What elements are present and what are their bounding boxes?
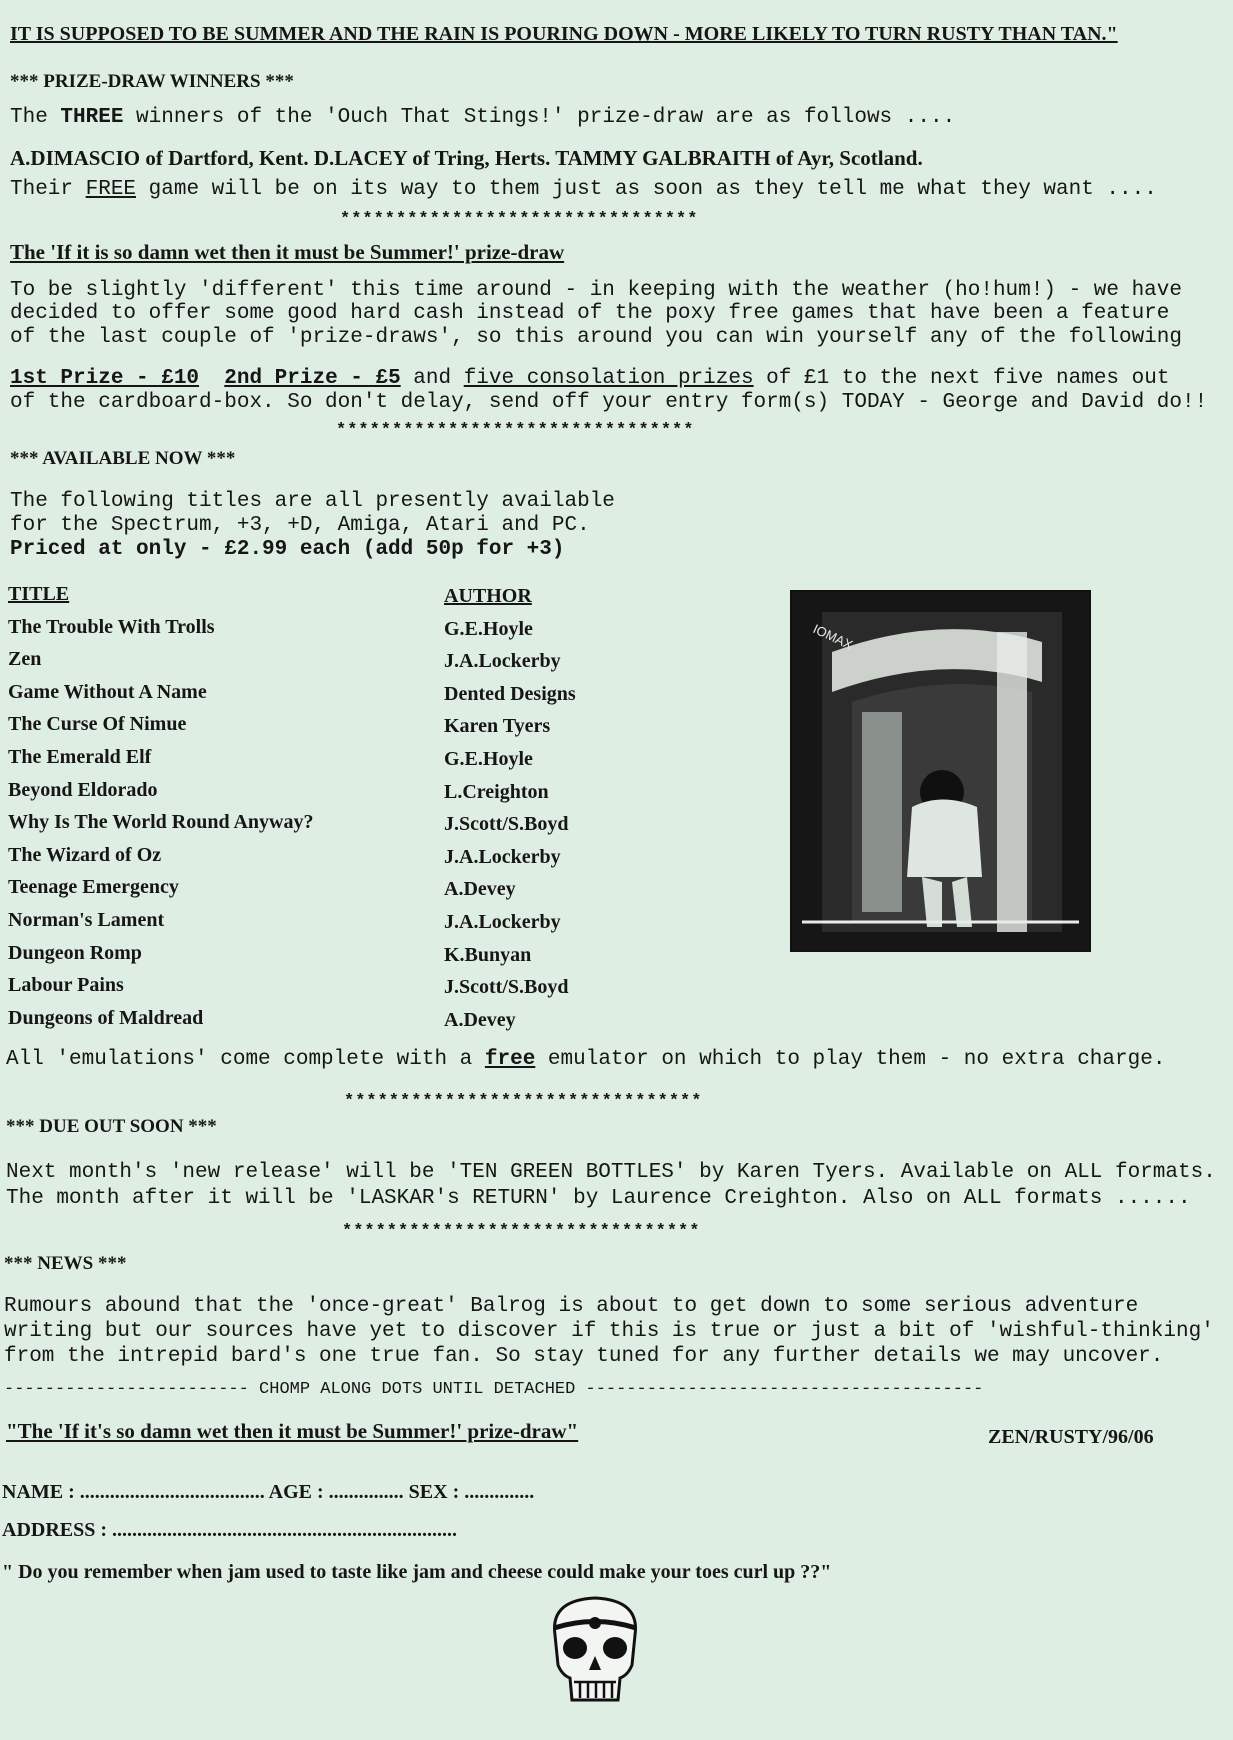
- title-item: Dungeon Romp: [8, 941, 142, 964]
- entry-form-title: "The 'If it's so damn wet then it must be Summer!' prize-draw": [6, 1419, 579, 1443]
- author-item: A.Devey: [444, 878, 516, 901]
- due-out-line-1: Next month's 'new release' will be 'TEN GREEN BOTTLES' by Karen Tyers. Available on ALL formats.: [6, 1161, 1216, 1184]
- wet-draw-heading: The 'If it is so damn wet then it must be Summer!' prize-draw: [10, 240, 565, 264]
- title-item: Labour Pains: [8, 974, 124, 997]
- due-out-line-2: The month after it will be 'LASKAR's RETURN' by Laurence Creighton. Also on ALL formats ......: [6, 1187, 1191, 1210]
- winners-free-game: Their FREE game will be on its way to them just as soon as they tell me what they want ....: [10, 178, 1157, 201]
- title-item: Dungeons of Maldread: [8, 1006, 204, 1029]
- titles-column: [8, 578, 313, 1034]
- separator: ********************************: [344, 1092, 703, 1111]
- authors-column: [444, 580, 576, 1036]
- entry-form-code: ZEN/RUSTY/96/06: [988, 1426, 1154, 1448]
- title-item: Why Is The World Round Anyway?: [8, 811, 314, 834]
- detach-line: ------------------------ CHOMP ALONG DOTS UNTIL DETACHED ---------------------------------------: [4, 1380, 984, 1399]
- winners-names: A.DIMASCIO of Dartford, Kent. D.LACEY of Tring, Herts. TAMMY GALBRAITH of Ayr, Scotland.: [10, 146, 923, 170]
- news-line-3: from the intrepid bard's one true fan. So stay tuned for any further details we may uncover.: [4, 1345, 1164, 1368]
- author-item: Karen Tyers: [444, 715, 551, 738]
- author-item: Dented Designs: [444, 682, 576, 705]
- title-item: The Wizard of Oz: [8, 843, 162, 866]
- wet-draw-para-2: decided to offer some good hard cash instead of the poxy free games that have been a feature: [10, 302, 1170, 325]
- author-item: G.E.Hoyle: [444, 617, 533, 640]
- author-item: J.A.Lockerby: [444, 910, 561, 933]
- author-item: K.Bunyan: [444, 943, 532, 966]
- col-title-header: TITLE: [8, 583, 70, 605]
- available-heading: *** AVAILABLE NOW ***: [10, 448, 236, 469]
- author-item: J.A.Lockerby: [444, 845, 561, 868]
- top-quote: IT IS SUPPOSED TO BE SUMMER AND THE RAIN IS POURING DOWN - MORE LIKELY TO TURN RUSTY THAN TAN.": [10, 23, 1118, 45]
- title-item: Beyond Eldorado: [8, 778, 158, 801]
- available-intro-2: for the Spectrum, +3, +D, Amiga, Atari and PC.: [10, 514, 590, 537]
- skull-logo: [540, 1590, 650, 1710]
- wet-draw-para-1: To be slightly 'different' this time around - in keeping with the weather (ho!hum!) - we have: [10, 279, 1182, 302]
- prizes-line-2: of the cardboard-box. So don't delay, send off your entry form(s) TODAY - George and David do!!: [10, 391, 1208, 414]
- available-intro-3: Priced at only - £2.99 each (add 50p for +3): [10, 538, 565, 561]
- winners-intro: The THREE winners of the 'Ouch That Stings!' prize-draw are as follows ....: [10, 106, 956, 129]
- name-age-sex-field[interactable]: NAME : ..................................... AGE : ............... SEX : ..............: [2, 1481, 535, 1503]
- title-item: The Trouble With Trolls: [8, 615, 215, 638]
- emulator-note: All 'emulations' come complete with a free emulator on which to play them - no extra charge.: [6, 1048, 1166, 1071]
- separator: ********************************: [342, 1222, 701, 1241]
- doorway-illustration: [790, 590, 1091, 952]
- title-item: Teenage Emergency: [8, 876, 179, 899]
- due-out-heading: *** DUE OUT SOON ***: [6, 1116, 217, 1137]
- available-intro-1: The following titles are all presently available: [10, 490, 615, 513]
- title-item: Zen: [8, 648, 42, 671]
- news-line-2: writing but our sources have yet to discover if this is true or just a bit of 'wishful-thinking': [4, 1320, 1214, 1343]
- address-field[interactable]: ADDRESS : .....................................................................: [2, 1519, 458, 1541]
- title-item: The Curse Of Nimue: [8, 713, 187, 736]
- col-author-header: AUTHOR: [444, 585, 532, 607]
- prize-winners-heading: *** PRIZE-DRAW WINNERS ***: [10, 71, 294, 92]
- news-line-1: Rumours abound that the 'once-great' Balrog is about to get down to some serious adventure: [4, 1295, 1139, 1318]
- closing-quote: " Do you remember when jam used to taste like jam and cheese could make your toes curl up ??": [2, 1561, 832, 1583]
- prizes-line: 1st Prize - £10 2nd Prize - £5 and five consolation prizes of £1 to the next five names out: [10, 367, 1170, 390]
- separator: ********************************: [336, 421, 695, 440]
- author-item: J.Scott/S.Boyd: [444, 976, 569, 999]
- author-item: L.Creighton: [444, 780, 549, 803]
- author-item: J.A.Lockerby: [444, 650, 561, 673]
- title-item: The Emerald Elf: [8, 745, 152, 768]
- svg-text:IOMAX: IOMAX: [810, 621, 856, 653]
- separator: ********************************: [340, 210, 699, 229]
- title-item: Game Without A Name: [8, 680, 207, 703]
- author-item: G.E.Hoyle: [444, 747, 533, 770]
- wet-draw-para-3: of the last couple of 'prize-draws', so this around you can win yourself any of the following: [10, 326, 1182, 349]
- author-item: A.Devey: [444, 1008, 516, 1031]
- title-item: Norman's Lament: [8, 908, 165, 931]
- news-heading: *** NEWS ***: [4, 1253, 127, 1274]
- author-item: J.Scott/S.Boyd: [444, 813, 569, 836]
